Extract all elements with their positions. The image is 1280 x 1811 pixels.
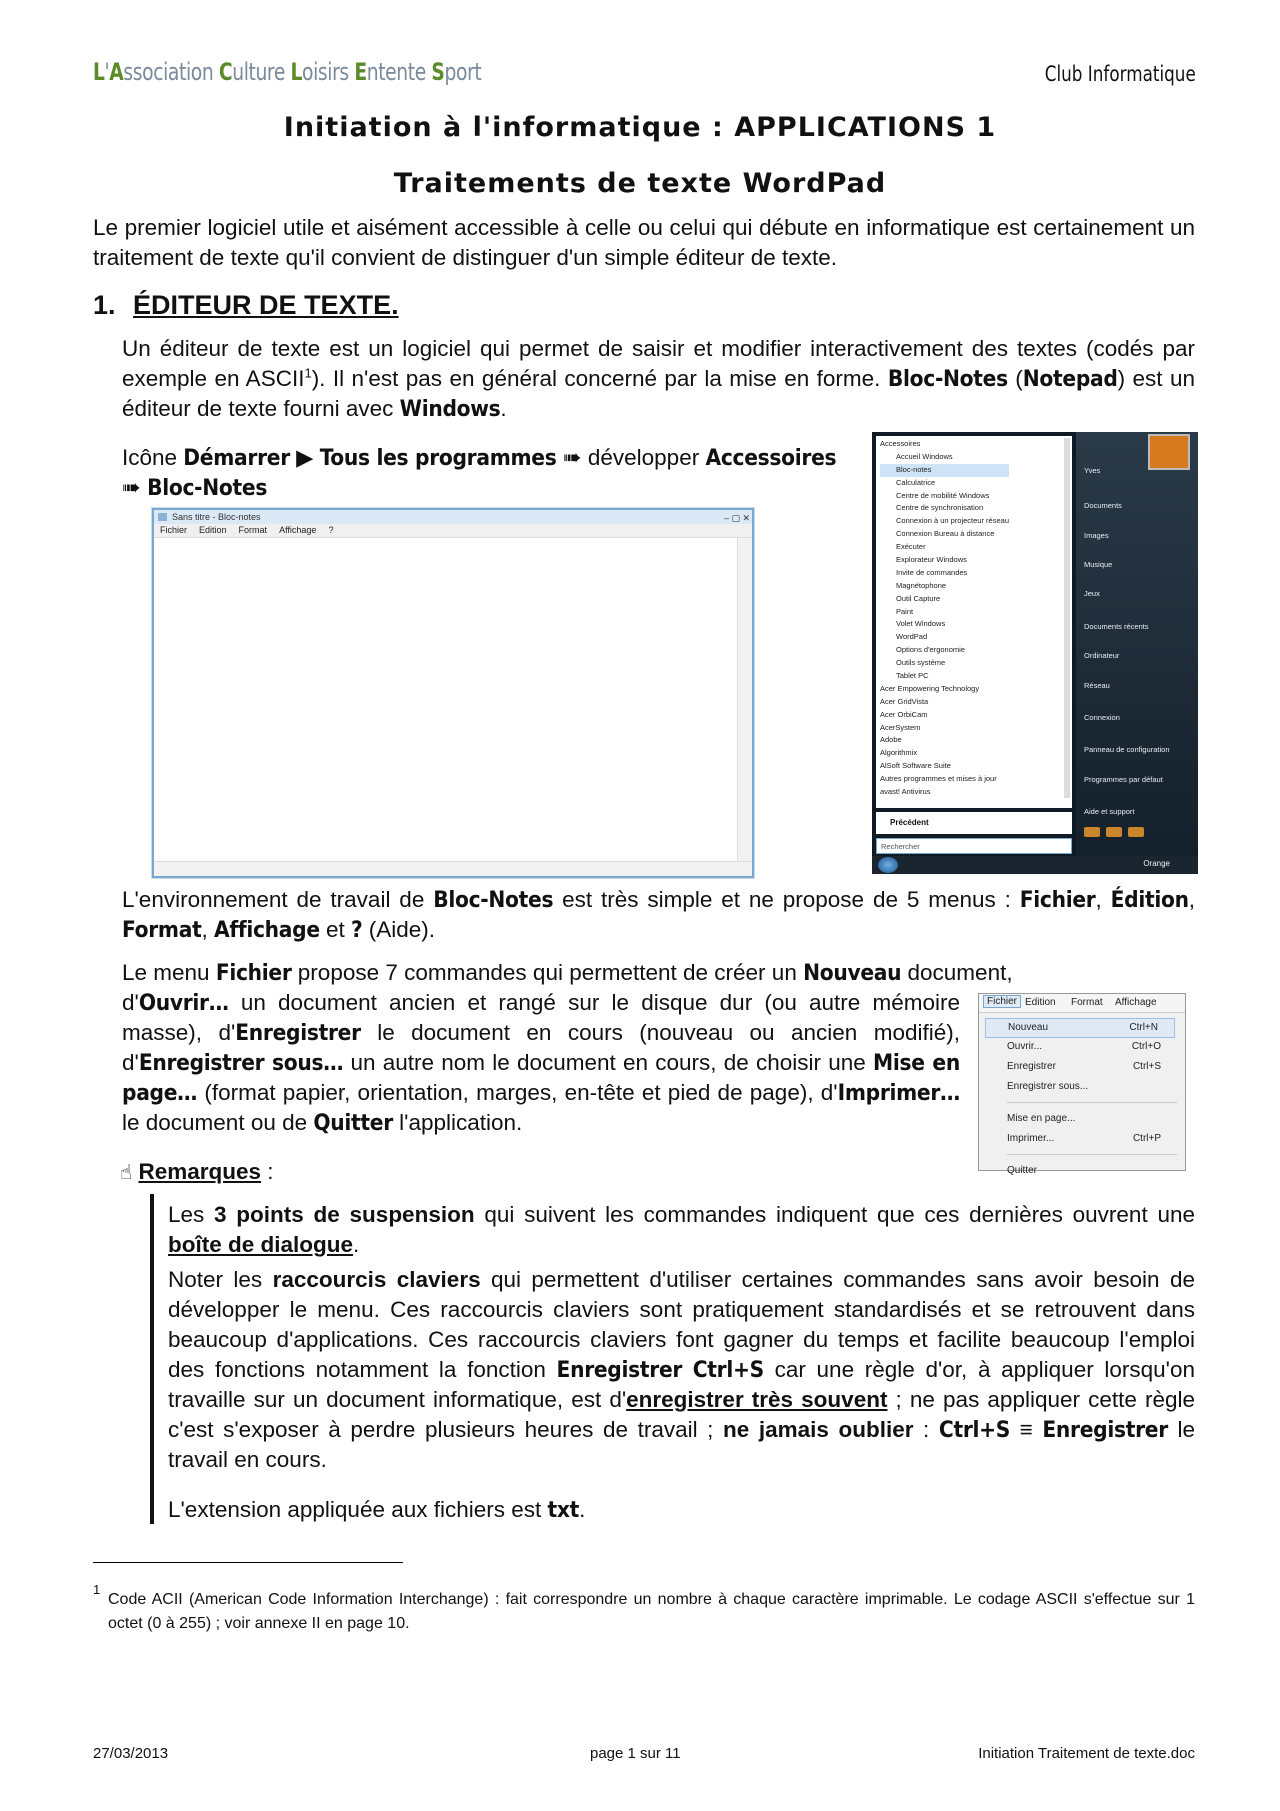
program-item: avast! Antivirus [880,787,931,797]
programs-scrollbar [1064,438,1070,798]
notepad-titlebar: Sans titre - Bloc-notes – ▢ ✕ [154,510,752,524]
pointing-hand-icon: ☝ [120,1160,133,1184]
start-search-box: Rechercher [876,838,1072,854]
footnote-separator [93,1562,403,1563]
file-menu-item: Mise en page... [1007,1113,1076,1124]
program-item: Volet Windows [896,619,946,629]
start-right-item: Documents [1084,501,1122,511]
program-item: Outils système [896,658,946,668]
file-menu-item: Ouvrir... Ctrl+O [1007,1041,1161,1052]
footnote-ref: 1 [304,365,312,381]
program-item: AcerSystem [880,722,921,732]
file-menu-item: Imprimer... Ctrl+P [1007,1133,1161,1144]
file-menu-item: Enregistrer Ctrl+S [1007,1061,1161,1072]
program-item: Algorithmix [880,748,918,758]
notepad-menu-item: Format [238,525,268,535]
menu-intro-line: Le menu Fichier propose 7 commandes qui permettent de créer un Nouveau document, [122,960,1013,986]
menu-commands-paragraph: d'Ouvrir… un document ancien et rangé sur le disque dur (ou autre mémoire masse), d'Enregistrer le document en cours (nouveau ou ancien modifié), d'Enregistrer sous… un autre nom le document en cours, de choisir une Mise en page… (format papier, orientation, marges, en-tête et pied de page), d'Imprimer… le document ou de Quitter l'application. [122,990,960,1136]
power-buttons [1084,824,1164,838]
icon-path-paragraph: Icône Démarrer ▶ Tous les programmes ➠ développer Accessoires ➠ Bloc-Notes [122,445,837,501]
taskbar: Orange [872,856,1198,874]
start-right-item: Panneau de configuration [1084,745,1170,755]
program-item: Adobe [880,735,902,745]
program-item: Connexion à un projecteur réseau [896,516,1009,526]
start-right-item: Images [1084,530,1109,540]
program-item: Accessoires [880,439,921,448]
program-item: Acer OrbiCam [880,709,928,719]
notepad-menu-item: Affichage [279,525,317,535]
footnote-number: 1 [93,1582,101,1597]
file-menu-item: Quitter [1007,1165,1038,1176]
program-item: Centre de mobilité Windows [896,490,990,500]
editor-paragraph: Un éditeur de texte est un logiciel qui permet de saisir et modifier interactivement des textes (codés par exemple en ASCII$^1$). Il n'est pas en général concerné par la mise en forme. Bloc-Notes (Notepad) est un éditeur de texte fourni avec Windows. [122,336,1195,422]
notepad-icon [158,513,167,521]
section-title: ÉDITEUR DE TEXTE. [133,290,399,320]
notepad-menu-item: ? [328,525,334,535]
remarks-heading: ☝ Remarques : [120,1159,274,1184]
start-right-item: Réseau [1084,680,1110,690]
notepad-vscroll [737,538,752,862]
start-right-item: Aide et support [1084,807,1135,817]
environment-paragraph: L'environnement de travail de Bloc-Notes est très simple et ne propose de 5 menus : Fichier, Édition, Format, Affichage et ? (Aide). [122,887,1195,943]
notepad-menu-item: Edition [199,525,227,535]
program-item: Autres programmes et mises à jour [880,774,997,784]
program-item: Options d'ergonomie [896,645,965,655]
program-item: Accueil Windows [896,451,953,461]
doc-title: Initiation à l'informatique : APPLICATIONS 1 [283,112,997,143]
start-right-item: Jeux [1084,589,1100,599]
program-item: Connexion Bureau à distance [896,529,995,539]
footer-date: 27/03/2013 [93,1745,169,1762]
file-menubar-item: Affichage [1115,997,1157,1008]
remarks-sidebar-rule [150,1194,154,1524]
program-item: AlSoft Software Suite [880,761,951,771]
file-menu-item: Nouveau Ctrl+N [985,1018,1175,1038]
file-menubar-item: Fichier [983,995,1021,1008]
program-item: WordPad [896,632,928,642]
doc-subtitle: Traitements de texte WordPad [393,168,887,199]
club-name: Club Informatique [1044,62,1196,86]
notepad-hscroll [154,861,752,876]
start-right-item: Connexion [1084,712,1120,722]
program-item: Calculatrice [896,477,936,487]
footnote-text: Code ACII (American Code Information Interchange) : fait correspondre un nombre à chaque caractère imprimable. Le codage ASCII s'effectue sur 1 octet (0 à 255) ; voir annexe II en page 10. [108,1591,1195,1632]
file-menu-bar [979,994,1185,1013]
start-orb-icon [878,857,898,873]
start-right-item: Documents récents [1084,621,1149,631]
footer-page: page 1 sur 11 [590,1745,681,1762]
program-item: Centre de synchronisation [896,503,984,513]
start-right-item: Musique [1084,560,1113,570]
notepad-window-screenshot [152,508,754,878]
previous-button: Précédent [876,812,1072,834]
program-item: Exécuter [896,542,926,552]
program-item: Acer Empowering Technology [880,683,980,693]
section-number: 1. [93,290,116,320]
file-menubar-item: Edition [1025,997,1056,1008]
section-heading [93,290,399,321]
remark-3: L'extension appliquée aux fichiers est txt. [168,1497,586,1523]
program-item: Magnétophone [896,580,947,590]
footer-filename: Initiation Traitement de texte.doc [978,1745,1195,1762]
notepad-menubar [154,524,752,538]
program-item: Paint [896,606,914,616]
program-item: Acer GridVista [880,696,929,706]
program-item: Outil Capture [896,593,941,603]
association-logo-text: L'Association Culture Loisirs Entente Sport [93,58,482,86]
file-menu-screenshot [978,993,1186,1176]
file-menu-item: Enregistrer sous... [1007,1081,1089,1092]
start-right-item: Yves [1084,466,1101,475]
start-right-item: Programmes par défaut [1084,774,1163,784]
intro-paragraph: Le premier logiciel utile et aisément accessible à celle ou celui qui débute en informatique est certainement un traitement de texte qu'il convient de distinguer d'un simple éditeur de texte. [93,215,1195,270]
start-right-item: Ordinateur [1084,651,1120,661]
start-menu-screenshot [872,432,1198,874]
remark-1: Les 3 points de suspension qui suivent les commandes indiquent que ces dernières ouvrent une boîte de dialogue. [168,1202,1195,1257]
start-menu-right-pane [1076,432,1198,856]
remark-2: Noter les raccourcis claviers qui permettent d'utiliser certaines commandes sans avoir besoin de développer le menu. Ces raccourcis claviers sont pratiquement standardisés et se retrouvent dans beaucoup d'applications. Ces raccourcis claviers font gagner du temps et facilite beaucoup l'emploi des fonctions notamment la fonction Enregistrer Ctrl+S car une règle d'or, à appliquer lorsqu'on travaille sur un document informatique, est d'enregistrer très souvent ; ne pas appliquer cette règle c'est s'exposer à perdre plusieurs heures de travail ; ne jamais oublier : Ctrl+S ≡ Enregistrer le travail en cours. [168,1267,1195,1472]
program-item: Invite de commandes [896,567,968,577]
programs-list [880,438,1009,799]
program-item: Tablet PC [896,671,929,681]
start-menu-programs-pane [876,436,1072,808]
program-item: Explorateur Windows [896,555,967,565]
window-controls: – ▢ ✕ [723,513,750,523]
file-menubar-item: Format [1071,997,1103,1008]
program-item: Bloc-notes [880,464,1009,477]
notepad-menu-item: Fichier [160,525,188,535]
user-picture [1148,434,1190,470]
